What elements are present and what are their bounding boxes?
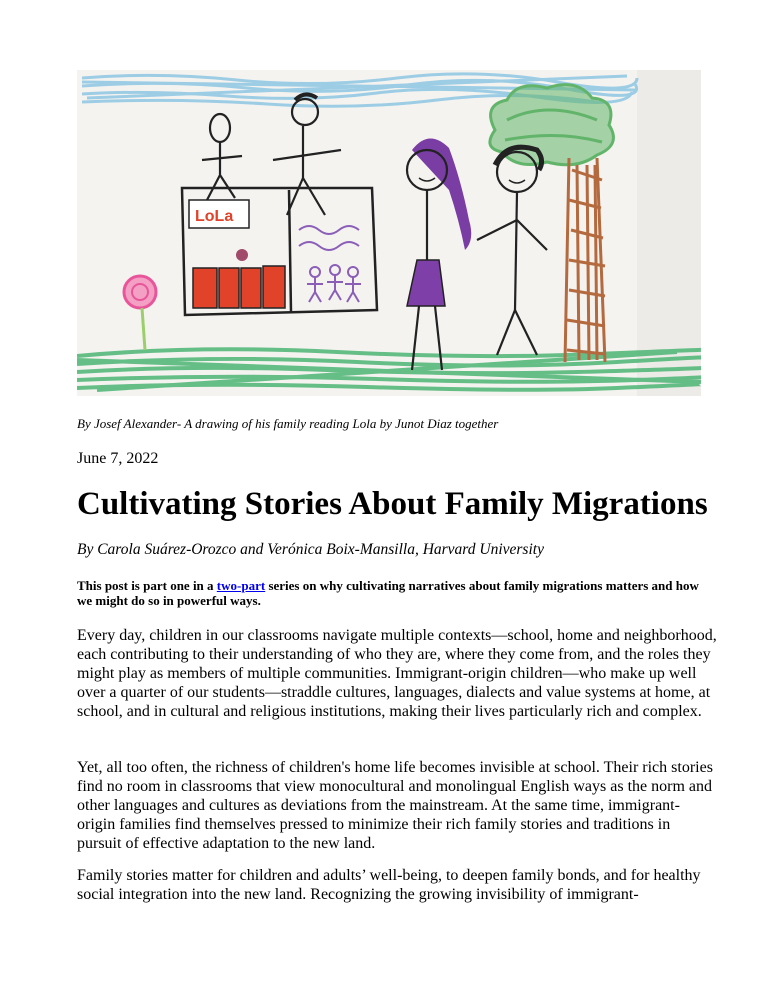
drawing-book-title: LoLa — [195, 208, 234, 225]
intro-note — [77, 578, 717, 608]
two-part-link[interactable]: two-part — [216, 578, 266, 593]
image-caption: By Josef Alexander- A drawing of his family reading Lola by Junot Diaz together — [77, 416, 499, 431]
article-title: Cultivating Stories About Family Migrations — [77, 486, 708, 522]
publish-date: June 7, 2022 — [77, 450, 159, 467]
byline: By Carola Suárez-Orozco and Verónica Boix-Mansilla, Harvard University — [77, 541, 544, 558]
body-paragraph-3: Family stories matter for children and adults’ well-being, to deepen family bonds, and for healthy social integration into the new land. Recognizing the growing invisibility of immigrant- — [77, 867, 701, 903]
intro-text-after: series on why cultivating narratives about family migrations matters and how we might do so in powerful ways. — [77, 578, 699, 608]
body-paragraph-1: Every day, children in our classrooms navigate multiple contexts—school, home and neighborhood, each contributing to their understanding of who they are, where they come from, and the roles they might play as members of multiple communities. Immigrant-origin children—who make up well over a quarter of our students—straddle cultures, languages, dialects and value systems at home, at school, and in cultural and religious institutions, making their lives particularly rich and complex. — [77, 627, 717, 720]
intro-text-before: This post is part one in a — [77, 578, 217, 593]
body-paragraph-2: Yet, all too often, the richness of children's home life becomes invisible at school. Their rich stories find no room in classrooms that view monocultural and monolingual English ways as the norm and other languages and cultures as deviations from the mainstream. At the same time, immigrant-origin families find themselves pressed to minimize their rich family stories and traditions in pursuit of effective adaptation to the new land. — [77, 759, 713, 852]
hero-drawing-image — [77, 70, 701, 396]
